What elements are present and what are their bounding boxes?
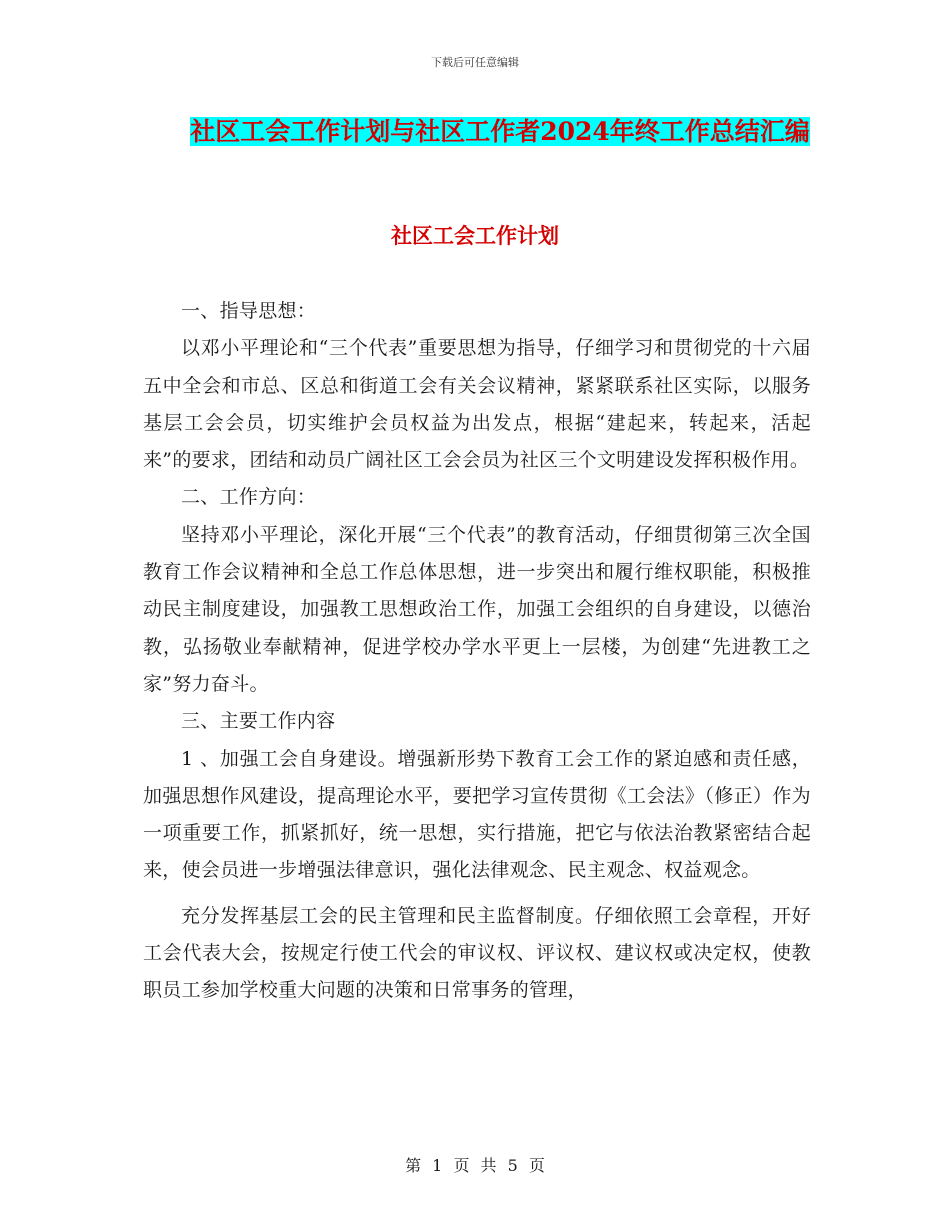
paragraph-democratic-management: 充分发挥基层工会的民主管理和民主监督制度。仔细依照工会章程，开好工会代表大会，按规定行使工代会的审议权、评议权、建议权或决定权，使教职员工参加学校重大问题的决策和日常事务的管理， <box>143 904 811 1002</box>
header-note: 下载后可任意编辑 <box>431 56 519 69</box>
heading-main-content: 三、主要工作内容 <box>181 710 336 733</box>
heading-guiding-thought: 一、指导思想： <box>181 300 317 322</box>
document-body <box>143 293 811 1010</box>
document-title-text: 社区工会工作计划与社区工作者2024年终工作总结汇编 <box>190 117 810 146</box>
paragraph-self-construction: 1 、加强工会自身建设。增强新形势下教育工会工作的紧迫感和责任感，加强思想作风建设，提高理论水平，要把学习宣传贯彻《工会法》（修正）作为一项重要工作，抓紧抓好，统一思想，实行措施，把它与依法治教紧密结合起来，使会员进一步增强法律意识，强化法律观念、民主观念、权益观念。 <box>143 747 811 882</box>
paragraph-work-direction: 坚持邓小平理论，深化开展“三个代表”的教育活动，仔细贯彻第三次全国教育工作会议精神和全总工作总体思想，进一步突出和履行维权职能，积极推动民主制度建设，加强教工思想政治工作，加强工会组织的自身建设，以德治教，弘扬敬业奉献精神，促进学校办学水平更上一层楼，为创建“先进教工之家”努力奋斗。 <box>143 523 811 695</box>
page-number-footer: 第 1 页 共 5 页 <box>405 1156 545 1175</box>
paragraph-guiding-thought: 以邓小平理论和“三个代表”重要思想为指导，仔细学习和贯彻党的十六届五中全会和市总、区总和街道工会有关会议精神，紧紧联系社区实际，以服务基层工会会员，切实维护会员权益为出发点，根据“建起来，转起来，活起来”的要求，团结和动员广阔社区工会会员为社区三个文明建设发挥积极作用。 <box>143 337 811 472</box>
document-title <box>180 108 820 156</box>
heading-work-direction: 二、工作方向： <box>181 486 317 509</box>
section-title: 社区工会工作计划 <box>391 223 559 248</box>
